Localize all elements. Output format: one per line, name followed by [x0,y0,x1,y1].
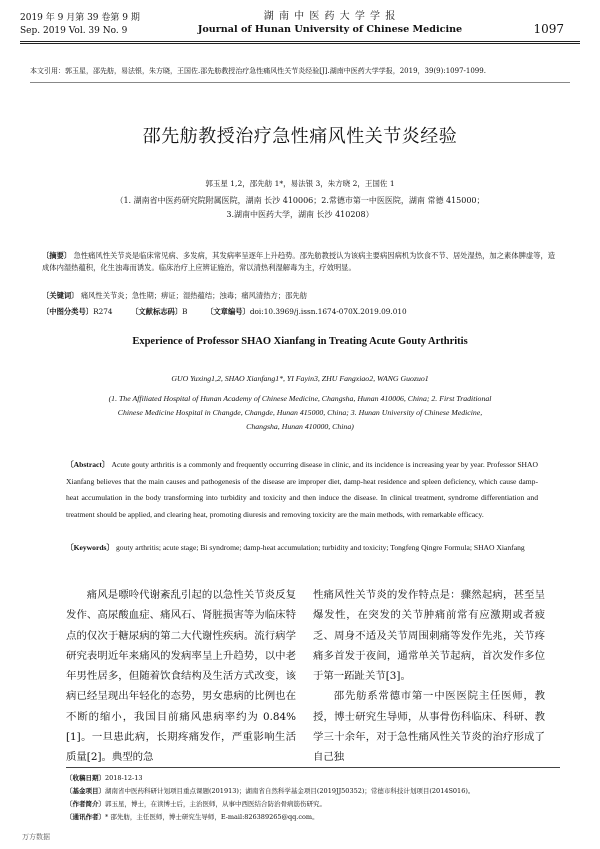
article-title-en: Experience of Professor SHAO Xianfang in Treating Acute Gouty Arthritis [132,336,468,347]
footnote-received: 〔收稿日期〕2018-12-13 [66,774,143,782]
footnote-corresponding: 〔通讯作者〕* 邵先舫，主任医师，博士研究生导师，E-mail:826389265@qq.com。 [66,813,319,821]
abstract-cn-label: 〔摘要〕 [42,251,72,260]
affiliation-cn-line: 3.湖南中医药大学，湖南 长沙 410208） [226,210,374,219]
affiliation-en-line: Chinese Medicine Hospital in Changde, Changde, Hunan 415000, China; 3. Hunan University of Chinese Medicine, [117,408,483,417]
citation-line: 本文引用：郭玉星，邵先舫，易法银，朱方晓，王国佐.邵先舫教授治疗急性痛风性关节炎经验[J].湖南中医药大学学报，2019，39(9):1097-1099. [30,67,486,75]
article-number-value: doi:10.3969/j.issn.1674-070X.2019.09.010 [249,307,407,316]
journal-title-en: Journal of Hunan University of Chinese Medicine [197,24,463,35]
body-paragraph: 性痛风性关节炎的发作特点是：骤然起病，甚至呈爆发性，在突发的关节肿痛前常有应激期或者疲乏、周身不适及关节周围刺痛等发作先兆，关节疼痛多首发于夜间，通常单关节起病，首次发作多位于第一跖趾关节[3]。 [313,589,545,683]
authors-cn: 郭玉星 1,2，邵先舫 1*，易法银 3，朱方晓 2，王国佐 1 [205,179,395,188]
body-paragraph: 痛风是嘌呤代谢紊乱引起的以急性关节炎反复发作、高尿酸血症、痛风石、肾脏损害等为临床特点的仅次于糖尿病的第二大代谢性疾病。流行病学研究表明近年来痛风的发病率呈上升趋势，以中老年男性居多，但随着饮食结构及生活方式改变，该病已经呈现出年轻化的态势，男女患病的比例也在不断的缩小，我国目前痛风患病率约为 0.84%[1]。一旦患此病，长期疼痛发作，严重影响生活质量[2]。典型的急 [66,589,296,764]
header-rule [20,41,580,42]
affiliation-en-line: Changsha, Hunan 410000, China) [246,422,354,431]
citation-rule [30,82,570,83]
journal-title-cn: 湖 南 中 医 药 大 学 学 报 [263,11,397,22]
body-column-right [313,585,545,768]
classification-line [42,306,558,318]
header-rule-2 [20,43,580,44]
issue-info [20,12,140,38]
abstract-en-label: 〔Abstract〕 [66,460,110,469]
watermark: 万方数据 [22,833,50,841]
footnote-funding: 〔基金项目〕湖南省中医药科研计划项目重点课题(201913)；湖南省自然科学基金项目(2019JJ50352)；常德市科技计划项目(2014S016)。 [66,787,475,795]
affiliation-cn-line: （1. 湖南省中医药研究院附属医院，湖南 长沙 410006；2.常德市第一中医医院，湖南 常德 415000； [115,196,485,205]
abstract-en-text: Acute gouty arthritis is a commonly and frequently occurring disease in clinic, and its incidence is increasing year by year. Professor SHAO Xianfang believes that the main causes and pathogenesis of the disease are improper diet, damp-heat residence and spleen deficiency, which cause damp-heat accumulation in the body transforming into turbidity and toxicity and then induce the disease. In clinical treatment, syndrome differentiation and treatment should be applied, and clearing heat, promoting diuresis and removing toxicity are the main methods, with remarkable efficacy. [66,460,539,519]
doc-code-value: B [182,307,188,316]
affiliation-en-line: (1. The Affiliated Hospital of Hunan Academy of Chinese Medicine, Changsha, Hunan 410006, China; 2. First Traditional [108,394,492,403]
abstract-en [66,457,538,523]
keywords-en-text: gouty arthritis; acute stage; Bi syndrome; damp-heat accumulation; turbidity and toxicity; Tongfeng Qingre Formula; SHAO Xianfang [116,543,525,552]
doc-code-label: 〔文献标志码〕 [131,307,183,316]
affiliations-en [60,392,540,434]
abstract-cn-text: 急性痛风性关节炎是临床常见病、多发病，其发病率呈逐年上升趋势。邵先舫教授认为该病主要病因病机为饮食不节、居处湿热，加之素体脾虚等，造成体内湿热蕴积，化生浊毒而诱发。临床治疗上应辨证施治，常以清热利湿解毒为主，疗效明显。 [42,251,556,272]
footnote-rule [66,767,560,768]
issue-en: Sep. 2019 Vol. 39 No. 9 [20,26,128,36]
clc-value: R274 [93,307,113,316]
article-number-label: 〔文章编号〕 [206,307,250,316]
keywords-en [66,540,538,557]
keywords-cn [42,290,558,302]
authors-en: GUO Yuxing1,2, SHAO Xianfang1*, YI Fayin3, ZHU Fangxiao2, WANG Guozuo1 [171,374,429,383]
page-number: 1097 [533,22,564,36]
journal-title [185,10,475,36]
footnotes [66,772,560,824]
affiliations-cn [60,194,540,222]
footnote-author-bio: 〔作者简介〕郭玉星，博士，在读博士后，主治医师，从事中西医结合防治骨病筋伤研究。 [66,800,326,808]
abstract-cn [42,250,558,274]
body-paragraph: 邵先舫系常德市第一中医医院主任医师，教授，博士研究生导师，从事骨伤科临床、科研、教学三十余年，对于急性痛风性关节炎的治疗形成了自己独 [313,690,545,764]
article-title-cn: 邵先舫教授治疗急性痛风性关节炎经验 [142,126,458,147]
keywords-en-label: 〔Keywords〕 [66,543,115,552]
body-column-left [66,585,296,768]
keywords-cn-label: 〔关键词〕 [42,291,79,300]
keywords-cn-text: 痛风性关节炎；急性期；痹证；湿热蕴结；浊毒；痛风清热方；邵先舫 [80,291,308,300]
clc-label: 〔中图分类号〕 [42,307,94,316]
issue-cn: 2019 年 9 月第 39 卷第 9 期 [20,13,140,23]
